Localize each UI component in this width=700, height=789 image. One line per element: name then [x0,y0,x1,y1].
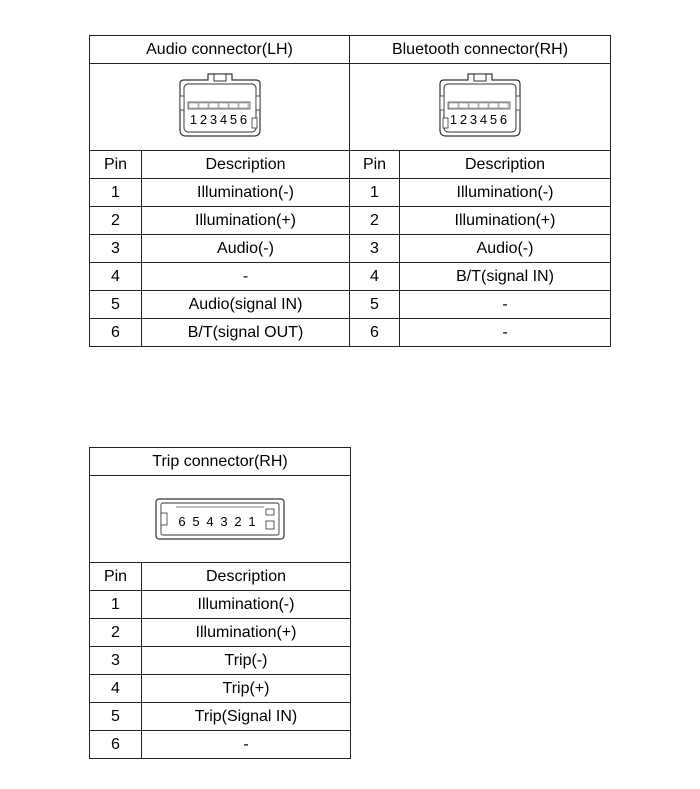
audio-description-cell: B/T(signal OUT) [142,319,350,347]
table-row [90,647,351,675]
audio-connector-title: Audio connector(LH) [90,36,350,64]
bluetooth-pin-cell: 6 [350,319,400,347]
bluetooth-pin-number: 5 [489,112,498,127]
bluetooth-pin-number: 1 [449,112,458,127]
audio-pin-header: Pin [90,151,142,179]
bluetooth-pin-number: 3 [469,112,478,127]
bluetooth-pin-cell: 3 [350,235,400,263]
table-row [90,319,611,347]
trip-pin-cell: 4 [90,675,142,703]
trip-pin-number: 6 [178,514,186,529]
audio-description-cell: Audio(signal IN) [142,291,350,319]
trip-description-header: Description [142,563,351,591]
table-row [90,731,351,759]
trip-pin-cell: 1 [90,591,142,619]
table-row [90,619,351,647]
table-row [90,179,611,207]
trip-description-cell: Trip(Signal IN) [142,703,351,731]
trip-pin-number: 3 [220,514,228,529]
trip-pin-header: Pin [90,563,142,591]
bluetooth-description-cell: Audio(-) [400,235,611,263]
audio-pin-number: 5 [229,112,237,127]
trip-connector-table [89,447,351,759]
trip-description-cell: Trip(+) [142,675,351,703]
bluetooth-pin-number: 4 [479,112,488,127]
trip-description-cell: Illumination(+) [142,619,351,647]
audio-description-cell: - [142,263,350,291]
audio-pin-number: 4 [219,112,227,127]
audio-description-cell: Illumination(+) [142,207,350,235]
bluetooth-description-header: Description [400,151,611,179]
bluetooth-description-cell: - [400,319,611,347]
audio-description-cell: Illumination(-) [142,179,350,207]
audio-connector-diagram [174,72,266,142]
bluetooth-pin-cell: 5 [350,291,400,319]
bluetooth-description-cell: - [400,291,611,319]
trip-pin-cell: 5 [90,703,142,731]
trip-pin-cell: 6 [90,731,142,759]
bluetooth-pin-header: Pin [350,151,400,179]
bluetooth-connector-diagram [434,72,526,142]
bluetooth-pin-cell: 4 [350,263,400,291]
trip-pin-number: 2 [234,514,242,529]
audio-description-cell: Audio(-) [142,235,350,263]
trip-pin-cell: 3 [90,647,142,675]
bluetooth-connector-diagram-cell [350,64,611,151]
bluetooth-description-cell: B/T(signal IN) [400,263,611,291]
bluetooth-pin-cell: 2 [350,207,400,235]
table-row [90,703,351,731]
bluetooth-pin-cell: 1 [350,179,400,207]
trip-description-cell: Trip(-) [142,647,351,675]
table-row [90,235,611,263]
table-row [90,207,611,235]
audio-pin-cell: 1 [90,179,142,207]
table-row [90,291,611,319]
trip-description-cell: Illumination(-) [142,591,351,619]
bluetooth-pin-number: 2 [459,112,468,127]
audio-bluetooth-connector-table [89,35,611,347]
trip-pin-cell: 2 [90,619,142,647]
audio-pin-cell: 5 [90,291,142,319]
audio-connector-diagram-cell [90,64,350,151]
trip-pin-number: 4 [206,514,214,529]
audio-pin-cell: 4 [90,263,142,291]
trip-connector-diagram [152,493,288,545]
audio-pin-number: 1 [189,112,197,127]
table-row [90,591,351,619]
trip-pin-number: 5 [192,514,200,529]
audio-description-header: Description [142,151,350,179]
table-row [90,263,611,291]
trip-pin-number: 1 [248,514,256,529]
audio-pin-number: 6 [239,112,247,127]
audio-pin-cell: 3 [90,235,142,263]
bluetooth-connector-title: Bluetooth connector(RH) [350,36,611,64]
audio-pin-number: 3 [209,112,217,127]
audio-pin-number: 2 [199,112,207,127]
trip-connector-diagram-cell [90,476,351,563]
bluetooth-description-cell: Illumination(-) [400,179,611,207]
audio-pin-cell: 2 [90,207,142,235]
bluetooth-description-cell: Illumination(+) [400,207,611,235]
table-row [90,675,351,703]
trip-description-cell: - [142,731,351,759]
trip-connector-title: Trip connector(RH) [90,448,351,476]
bluetooth-pin-number: 6 [499,112,508,127]
audio-pin-cell: 6 [90,319,142,347]
